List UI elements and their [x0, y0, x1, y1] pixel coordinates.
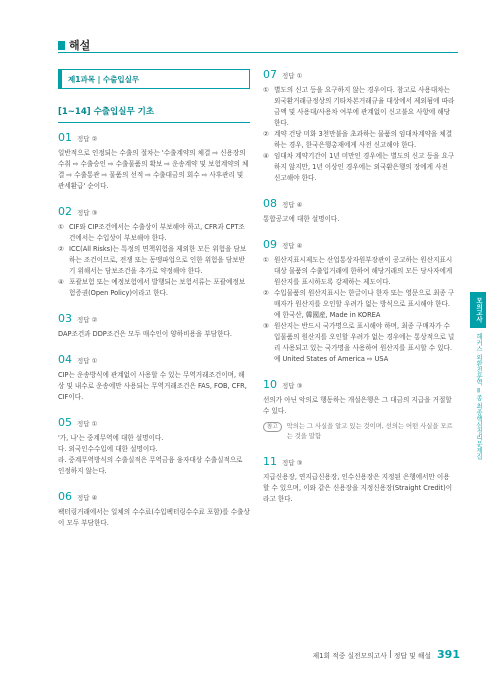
question-body: 일반적으로 인정되는 수출의 절차는 '수출계약의 체결 ⇨ 신용장의 수취 ⇨ 수출승인 ⇨ 수출물품의 확보 ⇨ 운송계약 및 보험계약의 체결 ⇨ 수출통관 ⇨ 물품의 선적 ⇨ 수출대금의 회수 ⇨ 사후관리 및 관세환급' 순이다.: [58, 149, 249, 190]
question-09: [263, 238, 455, 365]
question-number: 07: [263, 68, 277, 81]
header: [58, 37, 90, 53]
header-title: 해설: [69, 39, 91, 52]
question-01: [58, 131, 250, 192]
question-03: [58, 312, 250, 340]
explanation-item: ② ICC(All Risks)는 특정의 면책위험을 제외한 모든 위험을 담보하는 조건이므로, 전쟁 또는 동맹파업으로 인한 위험을 담보받기 위해서는 담보조건을 추가로 약정해야 한다.: [58, 245, 247, 275]
question-number: 05: [58, 416, 72, 429]
explanation-item: ① 원산지표시제도는 산업통상자원부장관이 공고하는 원산지표시대상 물품의 수출입거래에 한하여 해당거래의 모든 당사자에게 원산지를 표시하도록 강제하는 제도이다.: [263, 256, 453, 286]
question-number: 08: [263, 197, 277, 210]
question-number: 04: [58, 353, 72, 366]
footer-section: 정답 및 해설: [393, 652, 432, 660]
footer-exam-title: 제1회 적중 실전모의고사: [312, 652, 387, 660]
explanation-item: ④ 포괄보험 또는 예정보험에서 발행되는 보험서류는 포괄예정보험증권(Open Policy)이라고 한다.: [58, 278, 246, 297]
answer-label: 정답 ②: [77, 316, 98, 324]
answer-label: 정답 ②: [77, 135, 98, 143]
footer-divider: [390, 650, 391, 658]
answer-label: 정답 ④: [77, 494, 98, 502]
question-body: CIP는 운송방식에 관계없이 사용할 수 있는 무역거래조건이며, 해상 및 내수로 운송에만 사용되는 무역거래조건은 FAS, FOB, CFR, CIF이다.: [58, 371, 247, 401]
question-08: [263, 197, 455, 225]
answer-label: 정답 ④: [282, 201, 303, 209]
answer-label: 정답 ③: [282, 382, 303, 390]
note-tag: 참고: [263, 422, 282, 432]
question-10: [263, 378, 455, 442]
question-number: 01: [58, 131, 72, 144]
question-body: 지급신용장, 연지급신용장, 인수신용장은 지정된 은행에서만 이용할 수 있으며, 이와 같은 신용장을 지정신용장(Straight Credit)이라고 한다.: [263, 473, 453, 503]
explanation-item: 라. 중계무역방식의 수출실적은 무역금융 융자대상 수출실적으로 인정하지 않는다.: [58, 456, 243, 475]
question-body: DAP조건과 DDP조건은 모두 매수인이 양하비용을 부담한다.: [58, 330, 232, 338]
question-07: [263, 68, 455, 184]
side-book-title: 해커스 외환전문역 Ⅱ종 최종핵심정리문제집: [475, 333, 482, 460]
explanation-item: ③ 원산지는 반드시 국가명으로 표시해야 하며, 최종 구매자가 수입물품의 원산지를 오인할 우려가 없는 경우에는 통상적으로 널리 사용되고 있는 국가명을 사용하여 원산지를 표시할 수 있다.: [263, 322, 455, 352]
header-marker: [58, 41, 65, 50]
question-body: 선의가 아닌 악의로 행동하는 개설은행은 그 대금의 지급을 거절할 수 있다.: [263, 396, 452, 415]
question-number: 09: [263, 238, 277, 251]
header-rule: [58, 52, 458, 53]
question-number: 10: [263, 378, 277, 391]
question-number: 11: [263, 455, 277, 468]
question-number: 03: [58, 312, 72, 325]
subject-box: 제1과목 | 수출입실무: [58, 69, 250, 89]
question-body: 통합공고에 대한 설명이다.: [263, 215, 340, 223]
question-06: [58, 490, 250, 529]
question-body: 팩터링거래에서는 일체의 수수료(수입팩터링수수료 포함)를 수출상이 모두 부담한다.: [58, 508, 250, 527]
example-line: 예 한국산, 韓國産, Made in KOREA: [274, 311, 381, 319]
question-11: [263, 455, 455, 505]
explanation-item: ① CIF와 CIP조건에서는 수출상이 부보해야 하고, CFR과 CPT조건에서는 수입상이 부보해야 한다.: [58, 223, 245, 242]
section-title: [1~14] 수출입실무 기초: [58, 107, 155, 117]
question-05: [58, 416, 250, 477]
explanation-item: ② 수입물품의 원산지표시는 한글이나 한자 또는 영문으로 최종 구매자가 원산지를 오인할 우려가 없는 방식으로 표시해야 한다.: [263, 289, 455, 308]
question-04: [58, 353, 250, 403]
explanation-item: ④ 임대차 계약기간이 1년 미만인 경우에는 별도의 신고 등을 요구하지 않지만, 1년 이상인 경우에는 외국환은행의 장에게 사전 신고해야 한다.: [263, 152, 455, 182]
answer-label: 정답 ①: [77, 420, 98, 428]
section-rule: [58, 122, 250, 123]
question-number: 02: [58, 205, 72, 218]
left-column: [58, 60, 250, 529]
footer: [313, 648, 460, 661]
explanation-item: 다. 외국인수수입에 대한 설명이다.: [58, 445, 158, 453]
answer-label: 정답 ③: [77, 209, 98, 217]
answer-label: 정답 ④: [282, 242, 303, 250]
explanation-item: ① 별도의 신고 등을 요구하지 않는 경우이다. 참고로 사용대차는 외국환거래규정상의 기타차본거래규율 대상에서 제외됨에 따라 금액 및 사용대/사용차 여부에 관계없이 신고불요 사항에 해당한다.: [263, 86, 455, 127]
answer-label: 정답 ①: [282, 72, 303, 80]
right-column: [263, 60, 455, 505]
example-line: 예 United States of America ⇨ USA: [274, 355, 389, 363]
side-tab: 모의고사: [470, 292, 486, 328]
question-02: [58, 205, 250, 299]
question-number: 06: [58, 490, 72, 503]
page-number: 391: [437, 648, 460, 661]
explanation-item: '가, 나'는 중계무역에 대한 설명이다.: [58, 434, 164, 442]
reference-note: [263, 422, 455, 442]
answer-label: 정답 ①: [77, 357, 98, 365]
note-text: 악의는 그 사실을 알고 있는 것이며, 선의는 어떤 사실을 모르는 것을 말함: [286, 423, 453, 440]
answer-label: 정답 ③: [282, 459, 303, 467]
explanation-item: ② 계약 건당 미화 3천만불을 초과하는 물품의 임대차계약을 체결하는 경우, 한국은행총재에게 사전 신고해야 한다.: [263, 130, 453, 149]
